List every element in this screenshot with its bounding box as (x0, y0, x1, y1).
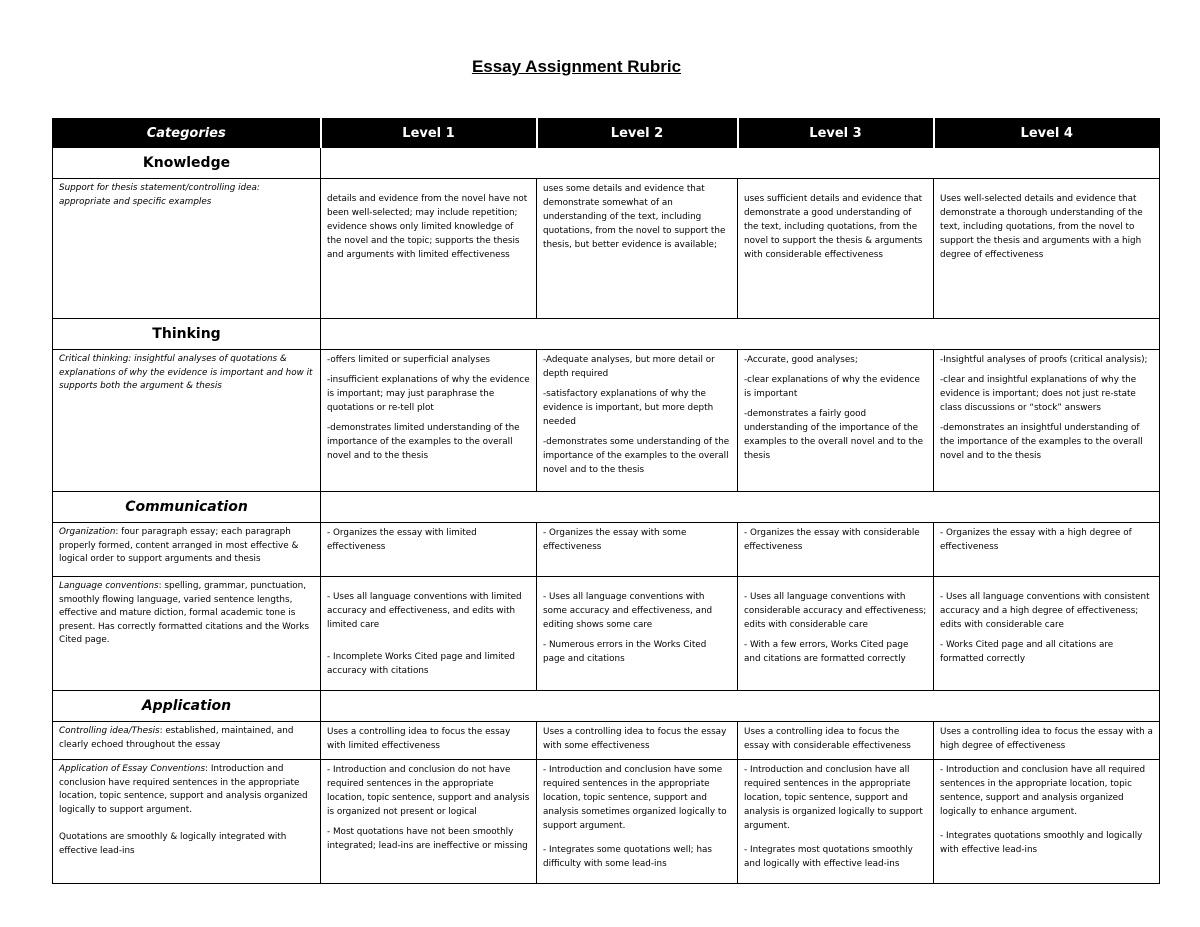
organization-level-1: - Organizes the essay with limited effectiveness (321, 523, 537, 577)
conventions-level-2: - Introduction and conclusion have some required sentences in the appropriate location, topic sentence, support and analysis sometimes organized logically to support argument. - Integrates some quotations well; has difficulty with some lead-ins (537, 760, 738, 884)
critical-level-4: -Insightful analyses of proofs (critical analysis); -clear and insightful explanations of why the evidence is important; does not just re-state class discussions or “stock” answers -demonstrates an insightful understanding of the importance of the examples to the overall novel and to the thesis (934, 350, 1160, 492)
table-row-conventions (53, 760, 1160, 884)
support-level-2: uses some details and evidence that demonstrate somewhat of an understanding of the text, including quotations, from the novel to support the thesis, but better evidence is available; (537, 179, 738, 319)
criterion-critical: Critical thinking: insightful analyses of quotations & explanations of why the evidence is important and how it supports both the argument & thesis (53, 350, 321, 492)
page-title: Essay Assignment Rubric (471, 57, 682, 76)
conventions-level-3: - Introduction and conclusion have all required sentences in the appropriate location, topic sentence, support and analysis is organized logically to support argument. - Integrates most quotations smoothly and logically with effective lead-ins (738, 760, 934, 884)
support-level-1: details and evidence from the novel have not been well-selected; may include repetition; evidence shows only limited knowledge of the novel and the topic; supports the thesis and arguments with limited effectiveness (321, 179, 537, 319)
header-categories: Categories (53, 119, 321, 148)
critical-level-2: -Adequate analyses, but more detail or depth required -satisfactory explanations of why the evidence is important, but more depth needed -demonstrates some understanding of the importance of the examples to the overall novel and to the thesis (537, 350, 738, 492)
organization-level-3: - Organizes the essay with considerable effectiveness (738, 523, 934, 577)
critical-level-1: -offers limited or superficial analyses -insufficient explanations of why the evidence is important; may just paraphrase the quotations or re-tell plot -demonstrates limited understanding of the importance of the examples to the overall novel and to the thesis (321, 350, 537, 492)
section-blank (321, 148, 1160, 179)
controlling-level-3: Uses a controlling idea to focus the essay with considerable effectiveness (738, 722, 934, 760)
header-level-1: Level 1 (321, 119, 537, 148)
language-level-1: - Uses all language conventions with limited accuracy and effectiveness, and edits with limited care - Incomplete Works Cited page and limited accuracy with citations (321, 577, 537, 691)
section-knowledge: Knowledge (53, 148, 321, 179)
section-blank (321, 691, 1160, 722)
criterion-conventions: Application of Essay Conventions: Introduction and conclusion have required sentences in the appropriate location, topic sentence, support and analysis organized logically to support argument. Quotations are smoothly & logically integrated with effective lead-ins (53, 760, 321, 884)
language-level-3: - Uses all language conventions with considerable accuracy and effectiveness; edits with considerable care - With a few errors, Works Cited page and citations are formatted correctly (738, 577, 934, 691)
header-level-3: Level 3 (738, 119, 934, 148)
header-row (53, 119, 1160, 148)
language-level-4: - Uses all language conventions with consistent accuracy and a high degree of effectiveness; edits with considerable care - Works Cited page and all citations are formatted correctly (934, 577, 1160, 691)
section-blank (321, 492, 1160, 523)
controlling-level-2: Uses a controlling idea to focus the essay with some effectiveness (537, 722, 738, 760)
section-row-application (53, 691, 1160, 722)
organization-level-4: - Organizes the essay with a high degree of effectiveness (934, 523, 1160, 577)
header-level-2: Level 2 (537, 119, 738, 148)
support-level-3: uses sufficient details and evidence that demonstrate a good understanding of the text, including quotations, from the novel to support the thesis & arguments with considerable effectiveness (738, 179, 934, 319)
organization-level-2: - Organizes the essay with some effectiveness (537, 523, 738, 577)
section-thinking: Thinking (53, 319, 321, 350)
section-row-communication (53, 492, 1160, 523)
controlling-level-4: Uses a controlling idea to focus the essay with a high degree of effectiveness (934, 722, 1160, 760)
conventions-level-1: - Introduction and conclusion do not have required sentences in the appropriate location, topic sentence, support and analysis is organized not present or logical - Most quotations have not been smoothly integrated; lead-ins are ineffective or missing (321, 760, 537, 884)
section-blank (321, 319, 1160, 350)
table-row-organization (53, 523, 1160, 577)
controlling-level-1: Uses a controlling idea to focus the essay with limited effectiveness (321, 722, 537, 760)
language-level-2: - Uses all language conventions with some accuracy and effectiveness, and editing shows some care - Numerous errors in the Works Cited page and citations (537, 577, 738, 691)
criterion-controlling: Controlling idea/Thesis: established, maintained, and clearly echoed throughout the essay (53, 722, 321, 760)
critical-level-3: -Accurate, good analyses; -clear explanations of why the evidence is important -demonstrates a fairly good understanding of the importance of the examples to the overall novel and to the thesis (738, 350, 934, 492)
table-row-critical (53, 350, 1160, 492)
table-row-language (53, 577, 1160, 691)
section-communication: Communication (53, 492, 321, 523)
criterion-language: Language conventions: spelling, grammar, punctuation, smoothly flowing language, varied sentence lengths, effective and mature diction, formal academic tone is present. Has correctly formatted citations and the Works Cited page. (53, 577, 321, 691)
rubric-table (52, 118, 1160, 884)
conventions-level-4: - Introduction and conclusion have all required sentences in the appropriate location, topic sentence, support and analysis organized logically to enhance argument. - Integrates quotations smoothly and logically with effective lead-ins (934, 760, 1160, 884)
criterion-organization: Organization: four paragraph essay; each paragraph properly formed, content arranged in most effective & logical order to support arguments and thesis (53, 523, 321, 577)
criterion-support: Support for thesis statement/controlling idea: appropriate and specific examples (53, 179, 321, 319)
support-level-4: Uses well-selected details and evidence that demonstrate a thorough understanding of the text, including quotations, from the novel to support the thesis and arguments with a high degree of effectiveness (934, 179, 1160, 319)
table-row-controlling (53, 722, 1160, 760)
header-level-4: Level 4 (934, 119, 1160, 148)
criterion-conventions-extra: Quotations are smoothly & logically integrated with effective lead-ins (59, 832, 287, 856)
section-row-knowledge (53, 148, 1160, 179)
section-application: Application (53, 691, 321, 722)
section-row-thinking (53, 319, 1160, 350)
table-row-support (53, 179, 1160, 319)
